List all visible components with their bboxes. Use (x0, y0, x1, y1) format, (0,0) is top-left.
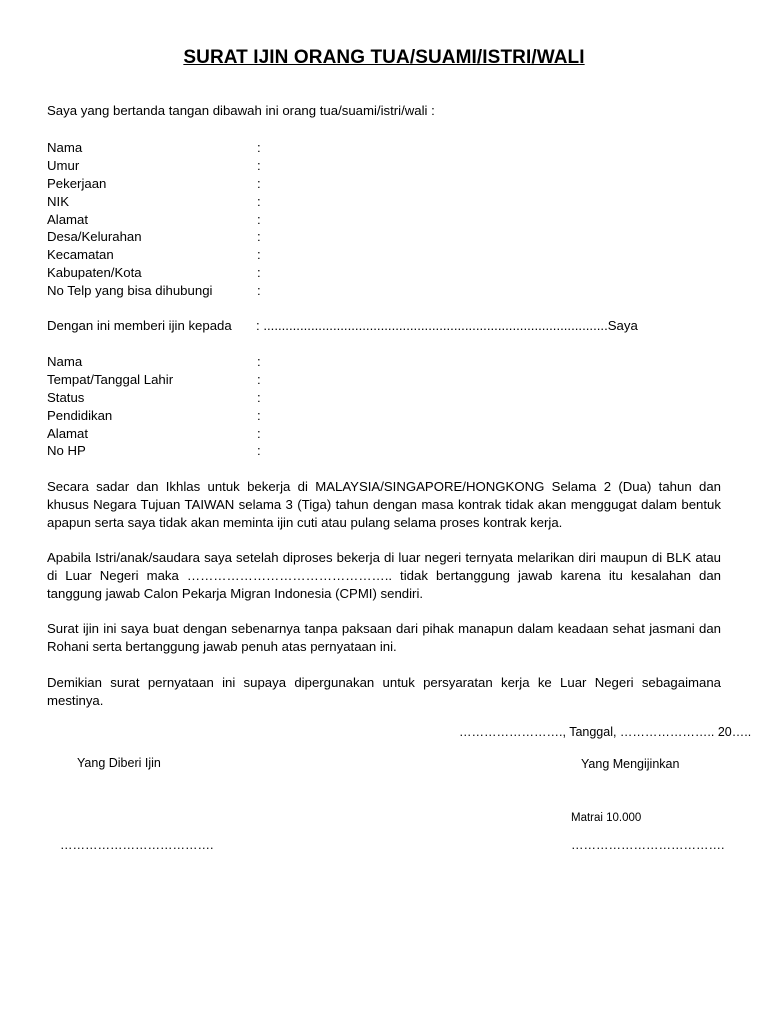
field-colon: : (257, 247, 261, 263)
field-label: Alamat (47, 211, 89, 227)
field-label: Nama (47, 140, 83, 155)
field-label: Umur (47, 157, 80, 173)
parent-field-row (47, 264, 747, 282)
worker-field-row (47, 442, 747, 460)
field-colon: : (257, 443, 261, 459)
field-colon: : (257, 389, 261, 405)
field-colon: : (257, 425, 261, 441)
parent-field-row (47, 139, 747, 157)
parent-field-row (47, 157, 747, 175)
parent-field-row (47, 282, 747, 300)
signature-left-label: Yang Diberi Ijin (77, 756, 161, 770)
field-colon: : (257, 140, 261, 155)
field-colon: : (257, 193, 261, 209)
signature-left-dots: ………………………………. (60, 838, 214, 852)
field-colon: : (257, 407, 261, 423)
stamp-note: Matrai 10.000 (571, 812, 642, 824)
field-label: Desa/Kelurahan (47, 229, 142, 245)
parent-field-row (47, 193, 747, 211)
grant-value: : ..............................................................................................Saya (256, 318, 638, 333)
grant-line (47, 318, 638, 333)
worker-field-row (47, 389, 747, 407)
parent-field-row (47, 211, 747, 229)
signature-date-line: ……………………., Tanggal, ………………….. 20….. (459, 725, 752, 739)
field-label: Pekerjaan (47, 175, 107, 191)
worker-field-row (47, 425, 747, 443)
worker-fields (47, 353, 747, 460)
field-label: No HP (47, 443, 86, 459)
paragraph-closing: Demikian surat pernyataan ini supaya dipergunakan untuk persyaratan kerja ke Luar Negeri sebagaimana mestinya. (47, 675, 721, 708)
intro-text: Saya yang bertanda tangan dibawah ini orang tua/suami/istri/wali : (47, 103, 435, 118)
worker-field-row (47, 407, 747, 425)
field-label: Kabupaten/Kota (47, 265, 142, 281)
field-colon: : (257, 175, 261, 191)
grant-label: Dengan ini memberi ijin kepada (47, 318, 232, 333)
field-label: NIK (47, 193, 69, 209)
field-label: No Telp yang bisa dihubungi (47, 283, 213, 299)
field-label: Nama (47, 354, 83, 369)
field-colon: : (257, 265, 261, 281)
field-label: Status (47, 389, 85, 405)
parent-field-row (47, 175, 747, 193)
field-colon: : (257, 283, 261, 299)
parent-field-row (47, 228, 747, 246)
field-label: Kecamatan (47, 247, 114, 263)
signature-right-dots: ………………………………. (571, 838, 725, 852)
field-label: Alamat (47, 425, 89, 441)
paragraph-liability: Apabila Istri/anak/saudara saya setelah diproses bekerja di luar negeri ternyata melarikan diri maupun di BLK atau di Luar Negeri maka ……………………………………….. tidak bertanggung jawab karena itu kesalahan dan tanggung jawab Calon Pekarja Migran Indonesia (CPMI) sendiri. (47, 550, 721, 601)
field-colon: : (257, 371, 261, 387)
paragraph-consent: Secara sadar dan Ikhlas untuk bekerja di MALAYSIA/SINGAPORE/HONGKONG Selama 2 (Dua) tahun dan khusus Negara Tujuan TAIWAN selama 3 (Tiga) tahun dengan masa kontrak tidak akan menggugat dalam bentuk apapun serta saya tidak akan meminta ijin cuti atau pulang selama proses kontrak kerja. (47, 479, 721, 530)
field-colon: : (257, 354, 261, 369)
field-colon: : (257, 229, 261, 245)
worker-field-row (47, 353, 747, 371)
parent-field-row (47, 246, 747, 264)
field-colon: : (257, 157, 261, 173)
signature-right-label: Yang Mengijinkan (581, 757, 680, 771)
parent-fields (47, 139, 747, 300)
field-colon: : (257, 211, 261, 227)
field-label: Pendidikan (47, 407, 113, 423)
field-label: Tempat/Tanggal Lahir (47, 371, 174, 387)
paragraph-statement: Surat ijin ini saya buat dengan sebenarnya tanpa paksaan dari pihak manapun dalam keadaan sehat jasmani dan Rohani serta bertanggung jawab penuh atas pernyataan ini. (47, 621, 721, 654)
worker-field-row (47, 371, 747, 389)
document-title: SURAT IJIN ORANG TUA/SUAMI/ISTRI/WALI (183, 47, 585, 68)
